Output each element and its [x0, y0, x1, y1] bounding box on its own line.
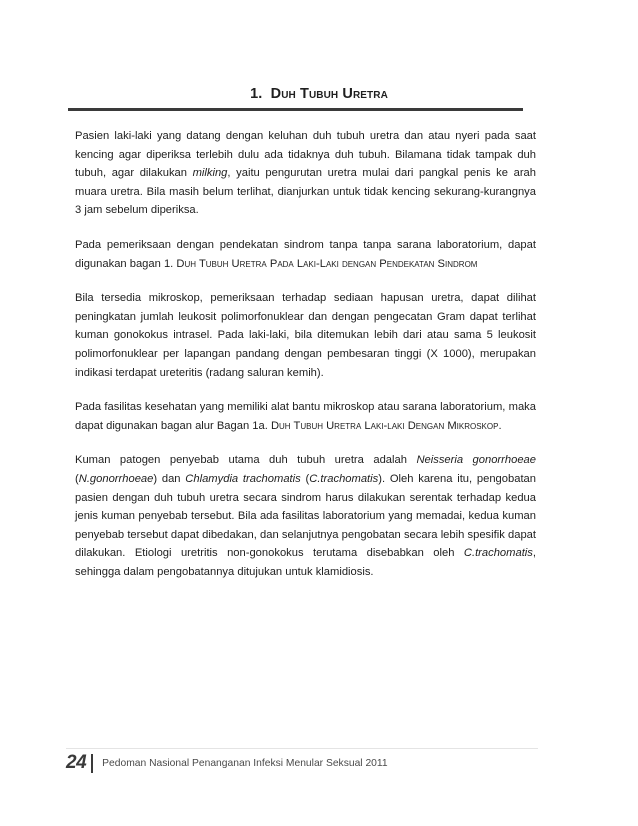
section-title: Duh Tubuh Uretra: [270, 86, 388, 102]
paragraph-5: [75, 451, 536, 581]
paragraph-3: [75, 289, 536, 382]
text-run: (: [300, 472, 310, 485]
page-footer: [66, 752, 388, 774]
footer-rule: [66, 748, 538, 749]
text-run: (: [75, 472, 79, 485]
italic-term: Chlamydia trachomatis: [185, 472, 301, 485]
paragraph-2: [75, 236, 536, 273]
text-run: Pasien laki-laki yang datang dengan keluhan duh tubuh uretra dan atau nyeri pada saat kencing agar diperiksa terlebih dulu ada tidaknya duh tubuh. Bilamana tidak tampak duh tubuh, agar dilakukan: [75, 130, 536, 180]
page-number: 24: [66, 752, 87, 773]
footer-divider: [91, 754, 93, 773]
text-run: ) dan: [153, 472, 186, 485]
section-number: 1.: [250, 86, 263, 102]
italic-term: N.gonorrhoeae: [78, 472, 154, 485]
chart-reference: Duh Tubuh Uretra Laki-laki Dengan Mikroskop: [270, 419, 499, 432]
italic-term: C.trachomatis: [463, 547, 533, 560]
chart-reference: Duh Tubuh Uretra Pada Laki-Laki dengan Pendekatan Sindrom: [176, 257, 478, 270]
footer-title: Pedoman Nasional Penanganan Infeksi Menular Seksual 2011: [102, 757, 388, 769]
text-run: Pada fasilitas kesehatan yang memiliki alat bantu mikroskop atau sarana laboratorium, maka dapat digunakan bagan alur Bagan 1a.: [75, 401, 536, 432]
text-run: , sehingga dalam pengobatannya ditujukan untuk klamidiosis.: [75, 547, 536, 578]
text-run: Kuman patogen penyebab utama duh tubuh uretra adalah: [75, 454, 417, 467]
italic-term: Neisseria gonorrhoeae: [416, 454, 536, 467]
italic-term: C.trachomatis: [309, 472, 379, 485]
section-heading: [0, 86, 638, 102]
text-run: ). Oleh karena itu, pengobatan pasien dengan duh tubuh uretra secara sindrom harus dilakukan serentak terhadap kedua jenis kuman penyebab tersebut. Bila ada fasilitas laboratorium yang memadai, kedua kuman penyebab tersebut dapat dibedakan, dan selanjutnya pengobatan secara lebih spesifik dapat dilakukan. Etiologi uretritis non-gonokokus terutama disebabkan oleh: [75, 472, 536, 560]
body-text: [75, 127, 536, 597]
heading-rule: [68, 108, 523, 111]
italic-term: milking: [192, 167, 228, 180]
paragraph-1: [75, 127, 536, 220]
text-run: .: [498, 419, 502, 432]
text-run: , yaitu pengurutan uretra mulai dari pangkal penis ke arah muara uretra. Bila masih belum terlihat, dianjurkan untuk tidak kencing sekurang-kurangnya 3 jam sebelum diperiksa.: [75, 167, 536, 217]
text-run: Pada pemeriksaan dengan pendekatan sindrom tanpa tanpa sarana laboratorium, dapat digunakan bagan 1.: [75, 238, 536, 270]
paragraph-4: [75, 398, 536, 435]
text-run: Bila tersedia mikroskop, pemeriksaan terhadap sediaan hapusan uretra, dapat dilihat peningkatan jumlah leukosit polimorfonuklear dan dengan pengecatan Gram dapat terlihat kuman gonokokus intrasel. Pada laki-laki, bila ditemukan lebih dari atau sama 5 leukosit polimorfonuklear per lapangan pandang dengan pembesaran tinggi (X 1000), merupakan indikasi terdapat ureteritis (radang saluran kemih).: [75, 292, 536, 379]
